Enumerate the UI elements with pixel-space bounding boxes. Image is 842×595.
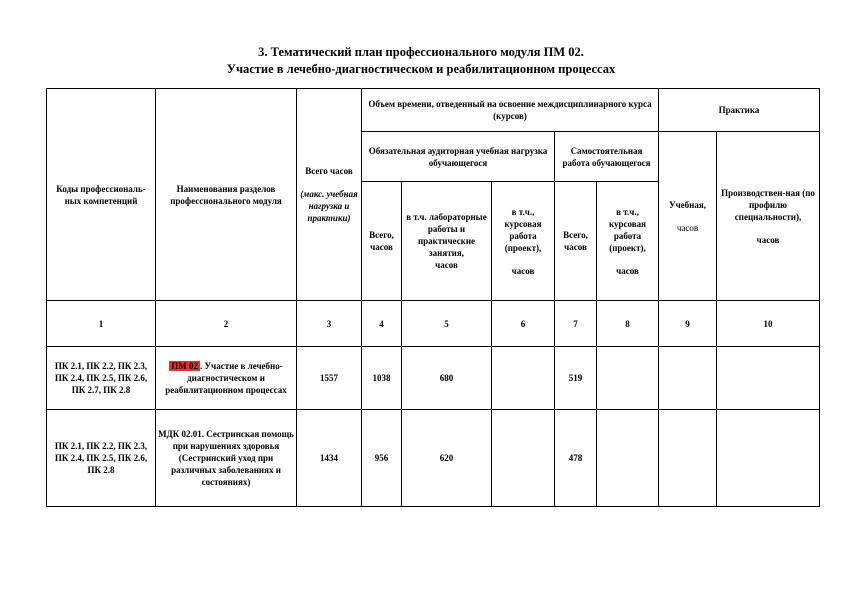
header-study-label: Учебная, (669, 199, 706, 210)
col-number: 5 (402, 301, 492, 347)
header-ind-course-hours: часов (616, 265, 639, 276)
section-subtitle: (Сестринский уход при различных заболеваниях и состояниях) (171, 453, 281, 487)
header-course-label: в т.ч., курсовая работа (проект), (504, 206, 542, 253)
row-ind-all: 519 (555, 347, 597, 410)
row-ind-all: 478 (555, 410, 597, 507)
row-ind-course (597, 410, 659, 507)
row-ind-course (597, 347, 659, 410)
row-section (156, 347, 297, 410)
col-number: 2 (156, 301, 297, 347)
section-code-highlight: ПМ 02 (171, 361, 199, 371)
table-row (47, 347, 820, 410)
row-total: 1557 (297, 347, 362, 410)
col-number: 3 (297, 301, 362, 347)
col-number: 9 (659, 301, 717, 347)
header-course-hours: часов (511, 265, 535, 276)
header-lab (402, 182, 492, 301)
table-row (47, 410, 820, 507)
col-number: 10 (717, 301, 820, 347)
section-title: . Участие в лечебно-диагностическом и реабилитационном процессах (165, 361, 287, 395)
header-study-hours: часов (676, 222, 699, 233)
header-total-hours-label: Всего часов (305, 166, 353, 176)
header-practice: Практика (659, 89, 820, 132)
header-lab-hours: часов (435, 260, 458, 270)
header-mandatory: Обязательная аудиторная учебная нагрузка обучающегося (362, 132, 555, 182)
header-total-hours (297, 89, 362, 301)
row-study (659, 410, 717, 507)
col-number: 8 (597, 301, 659, 347)
col-number: 4 (362, 301, 402, 347)
row-production (717, 347, 820, 410)
row-total: 1434 (297, 410, 362, 507)
row-all: 1038 (362, 347, 402, 410)
row-course (492, 410, 555, 507)
row-study (659, 347, 717, 410)
header-production (717, 132, 820, 301)
header-ind-course (597, 182, 659, 301)
header-study (659, 132, 717, 301)
row-codes: ПК 2.1, ПК 2.2, ПК 2.3, ПК 2.4, ПК 2.5, ПК 2.6, ПК 2.8 (47, 410, 156, 507)
row-section (156, 410, 297, 507)
col-number: 1 (47, 301, 156, 347)
row-lab: 680 (402, 347, 492, 410)
plan-title: 3. Тематический план профессионального модуля ПМ 02. (258, 45, 584, 59)
header-ind-all-hours: Всего, часов (555, 182, 597, 301)
header-codes: Коды профессиональ-ных компетенций (47, 89, 156, 301)
row-production (717, 410, 820, 507)
header-volume: Объем времени, отведенный на освоение междисциплинарного курса (курсов) (362, 89, 659, 132)
header-ind-course-label: в т.ч., курсовая работа (проект), (608, 206, 647, 253)
header-course (492, 182, 555, 301)
header-all-hours: Всего, часов (362, 182, 402, 301)
col-number: 6 (492, 301, 555, 347)
row-codes: ПК 2.1, ПК 2.2, ПК 2.3, ПК 2.4, ПК 2.5, ПК 2.6, ПК 2.7, ПК 2.8 (47, 347, 156, 410)
row-course (492, 347, 555, 410)
thematic-plan-table (46, 88, 820, 507)
header-sections: Наименования разделов профессионального модуля (156, 89, 297, 301)
row-all: 956 (362, 410, 402, 507)
header-production-label: Производствен-ная (по профилю специальности), (721, 187, 815, 222)
header-independent: Самостоятельная работа обучающегося (555, 132, 659, 182)
header-lab-label: в т.ч. лабораторные работы и практические занятия, (406, 212, 487, 258)
row-lab: 620 (402, 410, 492, 507)
col-number: 7 (555, 301, 597, 347)
plan-subtitle: Участие в лечебно-диагностическом и реабилитационном процессах (226, 62, 616, 76)
header-total-hours-note: (макс. учебная нагрузка и практики) (300, 189, 358, 223)
header-production-hours: часов (756, 234, 780, 245)
section-title: МДК 02.01. Сестринская помощь при нарушениях здоровья (158, 429, 294, 451)
